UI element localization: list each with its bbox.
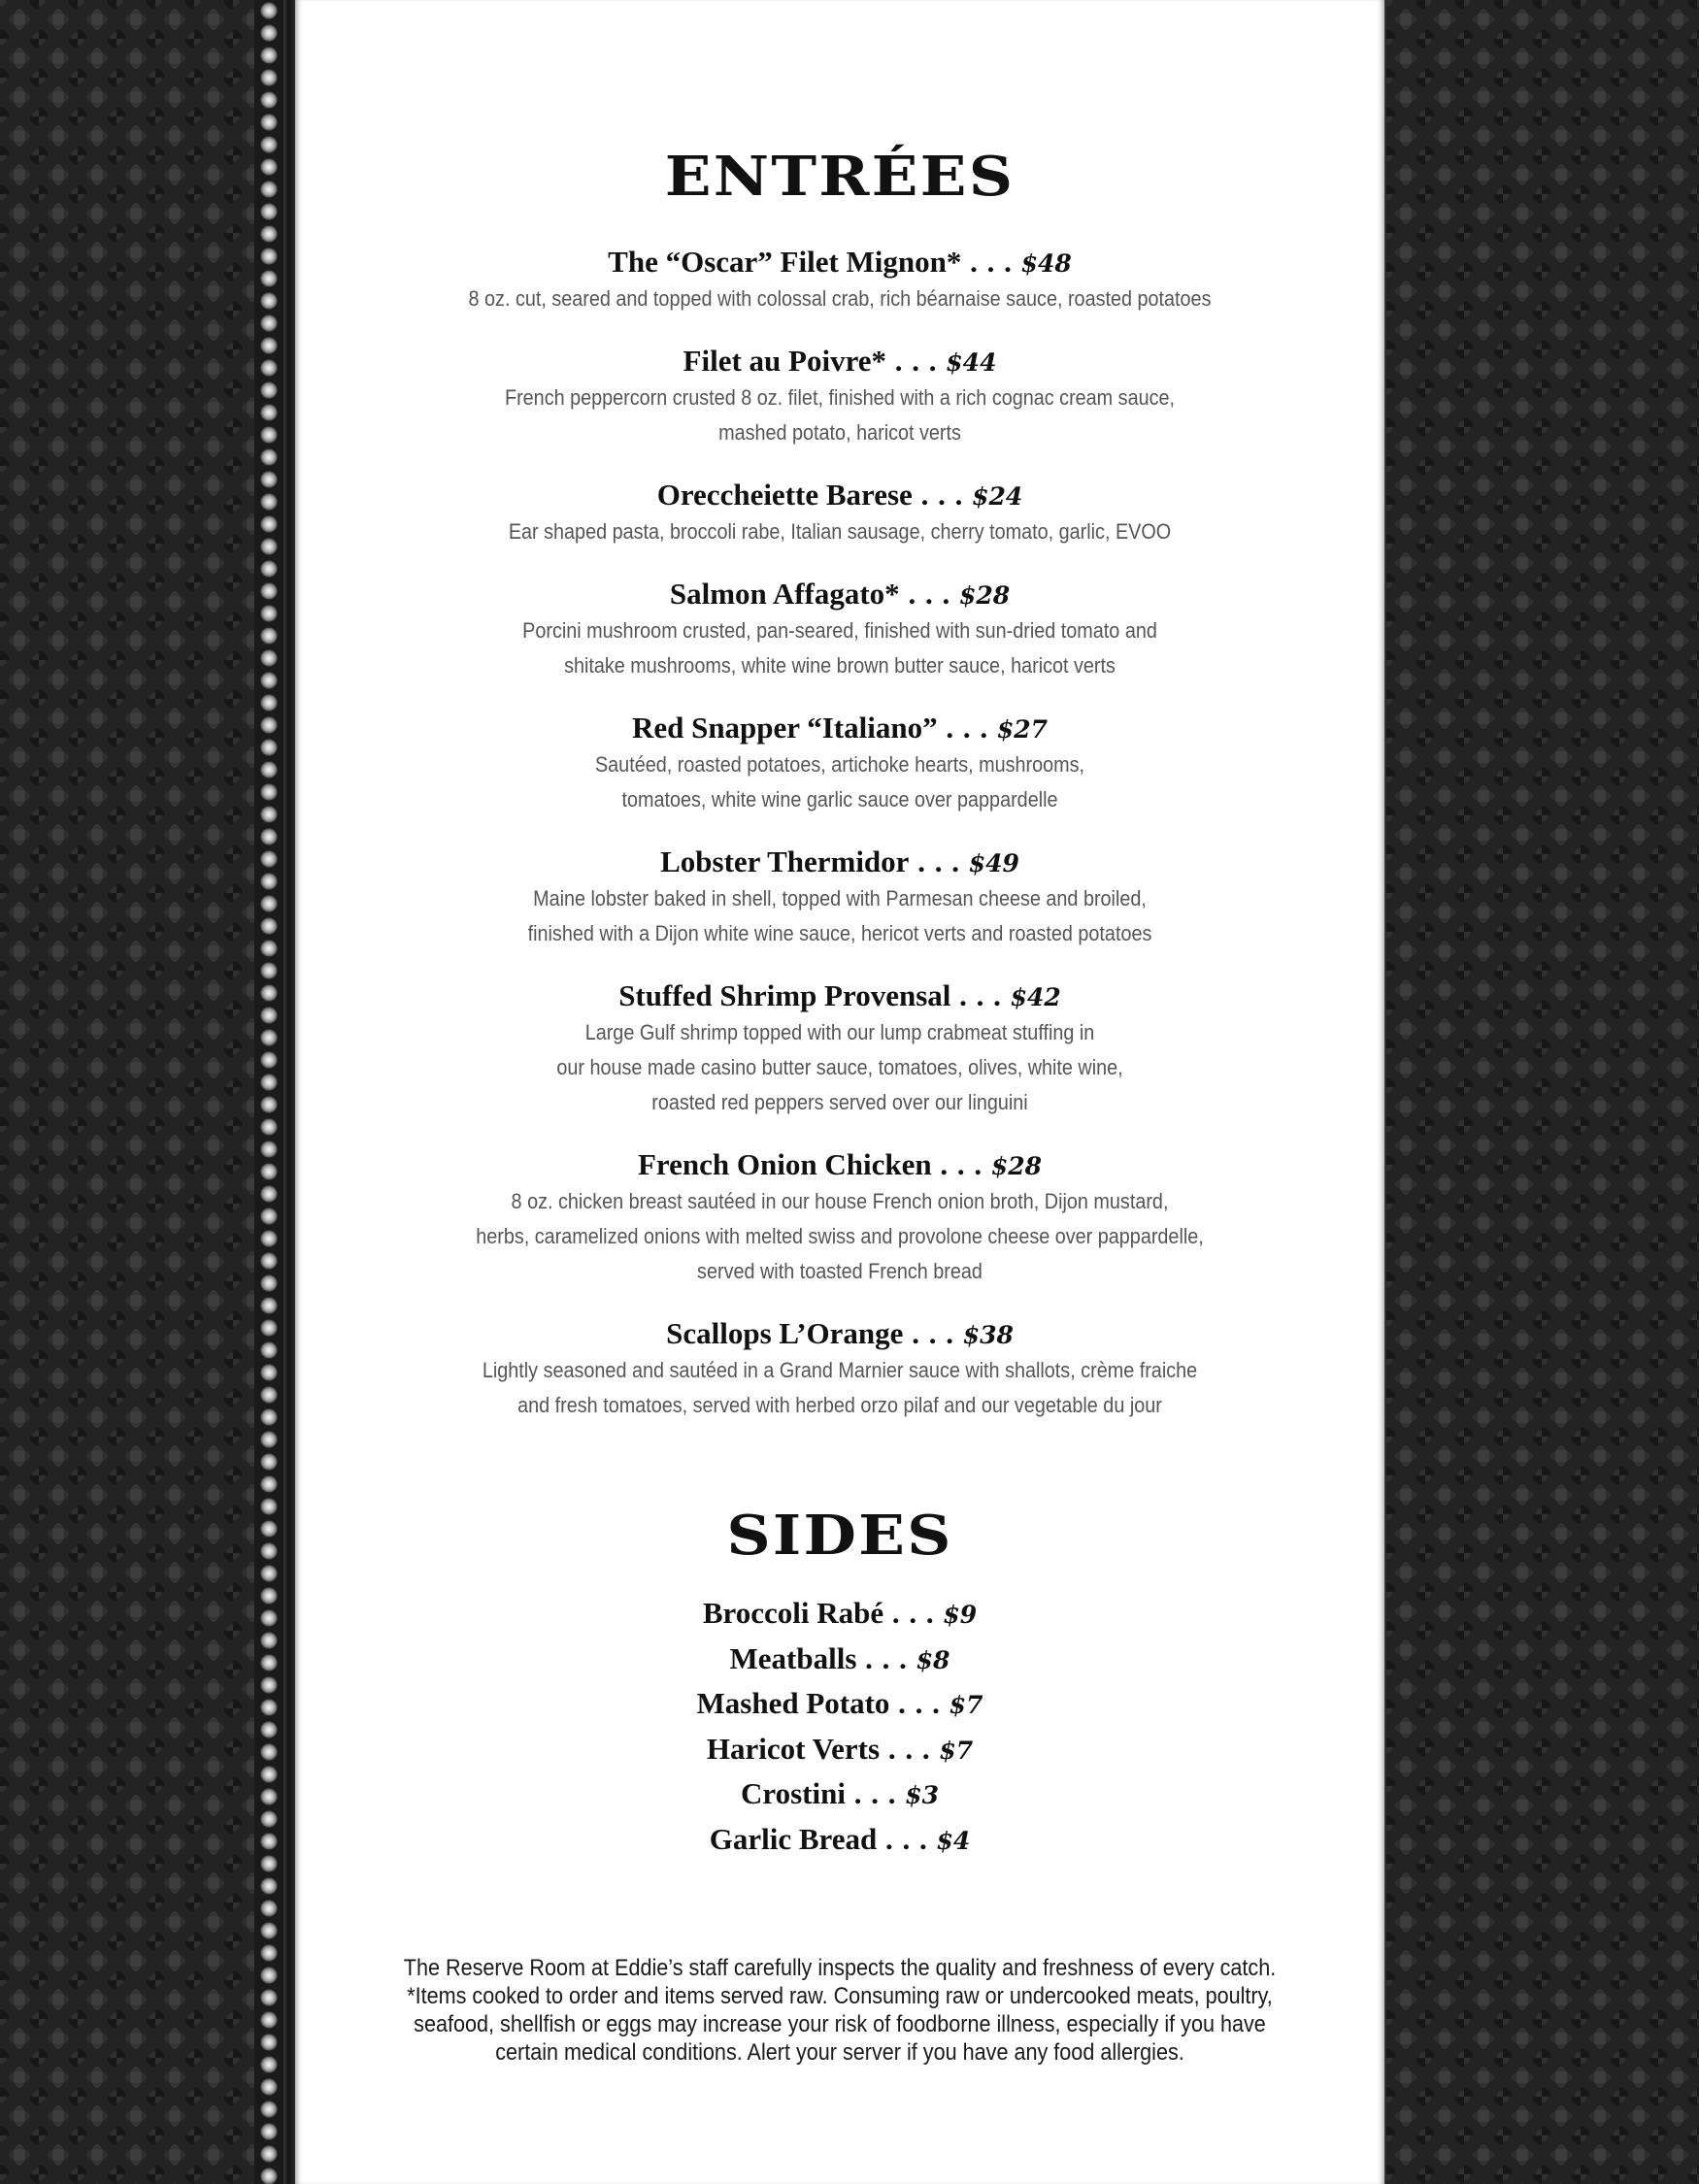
side-price: $3 [905,1781,939,1809]
dish-name: Lobster Thermidor [660,844,910,878]
sides-title: SIDES [726,1504,953,1568]
notice-line: certain medical conditions. Alert your server if you have any food allergies. [495,2039,1184,2066]
dish-price: $38 [962,1321,1014,1349]
dish-description-line: roasted red peppers served over our linguini [651,1090,1028,1114]
side-item [295,1592,1384,1638]
price-leader: . . . [931,1147,991,1181]
price-leader: . . . [880,1731,940,1766]
dish-description-line: Maine lobster baked in shell, topped with Parmesan cheese and broiled, [533,886,1147,910]
side-item [295,1772,1384,1818]
dish-description-line: 8 oz. chicken breast sautéed in our house French onion broth, Dijon mustard, [511,1189,1169,1213]
dish-price: $49 [968,849,1019,877]
sides-list [295,1592,1384,1863]
menu-entry [295,577,1384,683]
frame-strip-left [283,0,295,2184]
damask-border-left [0,0,254,2184]
side-price: $7 [949,1691,983,1719]
price-leader: . . . [856,1640,916,1675]
entry-title [295,344,1384,381]
side-item [295,1682,1384,1728]
side-name: Crostini [741,1776,846,1810]
damask-border-right [1386,0,1699,2184]
entry-title [295,245,1384,281]
dish-price: $28 [958,581,1011,610]
menu-entry [295,344,1384,450]
price-leader: . . . [845,1776,906,1810]
dish-description-line: Ear shaped pasta, broccoli rabe, Italian sausage, cherry tomato, garlic, EVOO [508,519,1172,544]
side-item [295,1818,1384,1864]
entrees-title: ENTRÉES [664,145,1016,209]
entry-title [295,1147,1384,1184]
side-item [295,1638,1384,1683]
side-name: Haricot Verts [706,1731,881,1766]
price-leader: . . . [937,711,997,745]
price-leader: . . . [889,1686,949,1720]
dish-description-line: served with toasted French bread [697,1259,983,1283]
notice-line: The Reserve Room at Eddie’s staff carefully inspects the quality and freshness of every catch. [403,1955,1277,1981]
dish-description-line: herbs, caramelized onions with melted swiss and provolone cheese over pappardelle, [476,1224,1204,1248]
dish-name: Scallops L’Orange [666,1316,904,1350]
dish-description-line: 8 oz. cut, seared and topped with colossal crab, rich béarnaise sauce, roasted potatoes [468,286,1212,311]
allergy-notice [350,1954,1330,2067]
menu-entry [295,478,1384,549]
dish-description-line: Sautéed, roasted potatoes, artichoke hearts, mushrooms, [594,752,1085,777]
dish-price: $27 [996,715,1049,744]
dish-description-line: tomatoes, white wine garlic sauce over pappardelle [621,787,1058,811]
dish-description-line: and fresh tomatoes, served with herbed orzo pilaf and our vegetable du jour [517,1393,1162,1417]
menu-content [295,0,1384,2067]
side-name: Broccoli Rabé [702,1596,884,1630]
dish-description-line: Large Gulf shrimp topped with our lump crabmeat stuffing in [584,1020,1095,1044]
entry-title [295,978,1384,1015]
side-price: $9 [943,1601,978,1629]
dish-description-line: shitake mushrooms, white wine brown butter sauce, haricot verts [564,653,1116,678]
menu-entry [295,711,1384,817]
side-price: $7 [939,1736,974,1765]
entry-title [295,844,1384,881]
dish-description-line: finished with a Dijon white wine sauce, hericot verts and roasted potatoes [527,921,1152,945]
notice-line: *Items cooked to order and items served raw. Consuming raw or undercooked meats, poultry, [407,1983,1273,2009]
dish-name: Filet au Poivre* [683,344,887,378]
dish-price: $44 [946,348,997,377]
dish-description-line: French peppercorn crusted 8 oz. filet, finished with a rich cognac cream sauce, [504,385,1176,410]
price-leader: . . . [950,978,1011,1012]
price-leader: . . . [883,1596,944,1630]
dish-price: $24 [972,482,1023,511]
dish-price: $48 [1020,249,1072,278]
entry-title [295,711,1384,747]
dish-description-line: Porcini mushroom crusted, pan-seared, finished with sun-dried tomato and [522,618,1157,643]
price-leader: . . . [912,478,973,512]
dish-name: The “Oscar” Filet Mignon* [608,245,962,279]
side-item [295,1728,1384,1773]
side-name: Garlic Bread [709,1821,878,1856]
entry-title [295,1316,1384,1353]
price-leader: . . . [903,1316,963,1350]
menu-entry [295,245,1384,316]
dish-price: $28 [990,1152,1043,1180]
price-leader: . . . [961,245,1021,279]
dish-description-line: Lightly seasoned and sautéed in a Grand Marnier sauce with shallots, crème fraiche [482,1358,1198,1382]
price-leader: . . . [909,844,969,878]
entrees-list [295,245,1384,1423]
price-leader: . . . [899,577,959,611]
side-name: Meatballs [729,1640,857,1675]
dish-name: Red Snapper “Italiano” [631,711,938,745]
menu-entry [295,1147,1384,1289]
dish-name: Stuffed Shrimp Provensal [618,978,951,1012]
notice-line: seafood, shellfish or eggs may increase your risk of foodborne illness, especially if you have [414,2011,1266,2037]
dish-name: French Onion Chicken [637,1147,932,1181]
side-price: $4 [936,1826,971,1855]
dish-name: Salmon Affagato* [669,577,900,611]
pearl-border-left [254,0,283,2184]
menu-entry [295,978,1384,1120]
menu-entry [295,844,1384,951]
entry-title [295,577,1384,613]
dish-description-line: our house made casino butter sauce, tomatoes, olives, white wine, [556,1055,1123,1079]
side-price: $8 [916,1645,950,1674]
price-leader: . . . [886,344,947,378]
dish-price: $42 [1010,983,1061,1011]
dish-description-line: mashed potato, haricot verts [718,420,961,445]
price-leader: . . . [877,1821,937,1856]
dish-name: Oreccheiette Barese [656,478,913,512]
side-name: Mashed Potato [696,1686,890,1720]
entry-title [295,478,1384,514]
menu-entry [295,1316,1384,1423]
